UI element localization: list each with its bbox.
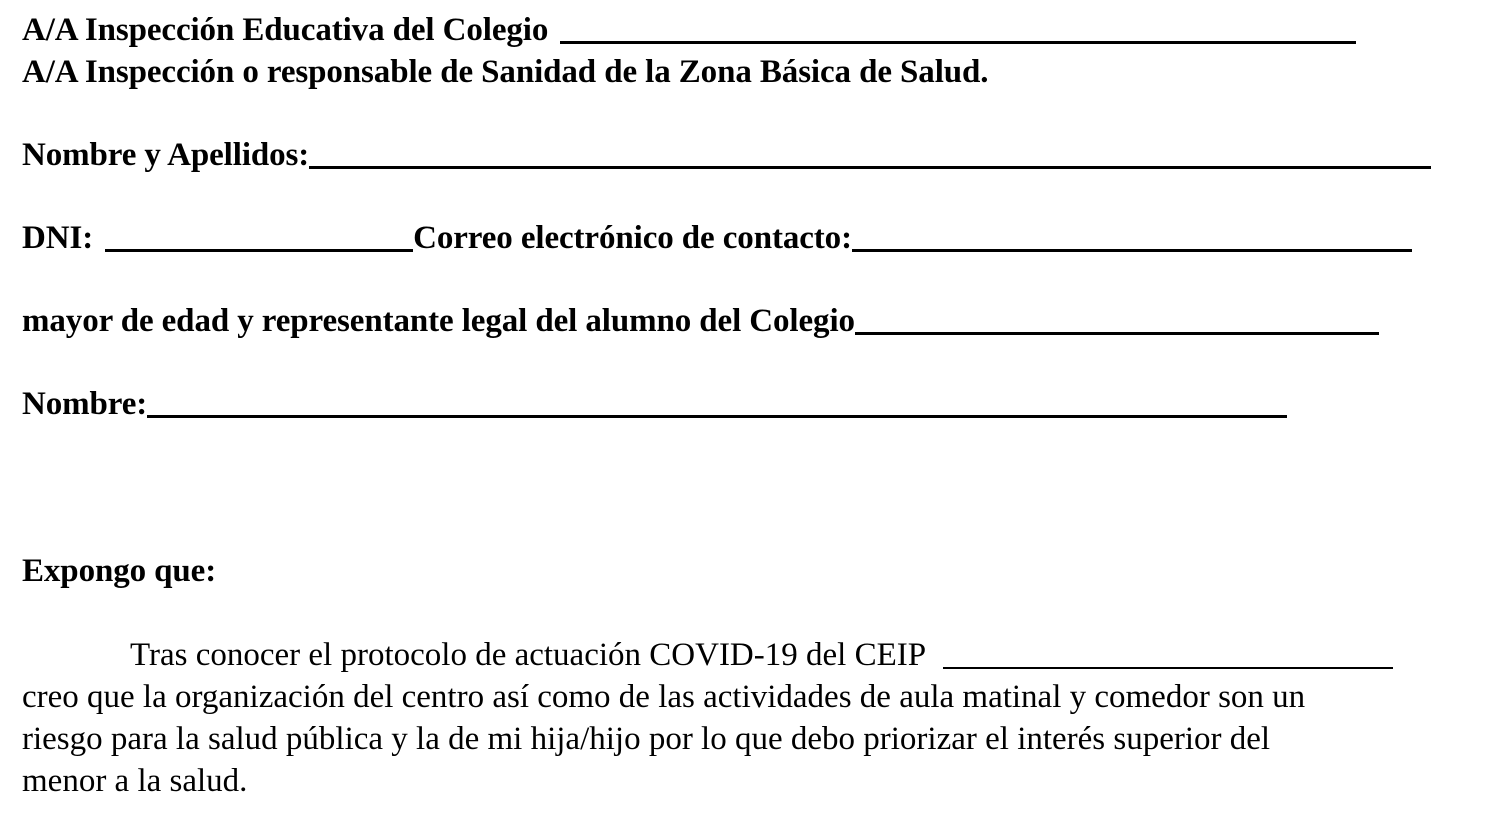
header-line-school-inspection [22, 12, 1356, 49]
email-label: Correo electrónico de contacto: [413, 220, 852, 256]
header-line-health-inspection [22, 54, 988, 91]
full-name-label: Nombre y Apellidos: [22, 137, 310, 173]
exposition-heading-row [22, 553, 216, 590]
full-name-blank[interactable] [309, 144, 1431, 169]
header-line1-text: A/A Inspección Educativa del Colegio [22, 12, 549, 48]
paragraph-line-2-text: creo que la organización del centro así como de las actividades de aula matinal y comedor son un [22, 679, 1306, 715]
paragraph-line-3-text: riesgo para la salud pública y la de mi hija/hijo por lo que debo priorizar el interés superior del [22, 721, 1271, 757]
full-name-row [22, 137, 1431, 174]
school-name-blank[interactable] [560, 19, 1356, 44]
legal-representative-row [22, 303, 1379, 340]
paragraph-line-4 [22, 760, 247, 802]
dni-blank[interactable] [105, 227, 413, 252]
legal-representative-label: mayor de edad y representante legal del alumno del Colegio [22, 303, 855, 339]
ceip-name-blank[interactable] [943, 645, 1393, 669]
student-name-blank[interactable] [147, 393, 1287, 418]
paragraph-line-2 [22, 676, 1305, 718]
dni-email-row [22, 220, 1412, 257]
exposition-heading: Expongo que: [22, 553, 217, 589]
paragraph-line-3 [22, 718, 1270, 760]
paragraph-line-1 [130, 634, 1393, 676]
paragraph-line-1-text: Tras conocer el protocolo de actuación COVID-19 del CEIP [130, 637, 925, 673]
paragraph-line-4-text: menor a la salud. [22, 763, 248, 799]
student-name-label: Nombre: [22, 386, 148, 422]
email-blank[interactable] [852, 227, 1412, 252]
student-school-blank[interactable] [855, 310, 1379, 335]
student-name-row [22, 386, 1287, 423]
dni-label: DNI: [22, 220, 94, 256]
header-line2-text: A/A Inspección o responsable de Sanidad de la Zona Básica de Salud. [22, 54, 989, 90]
